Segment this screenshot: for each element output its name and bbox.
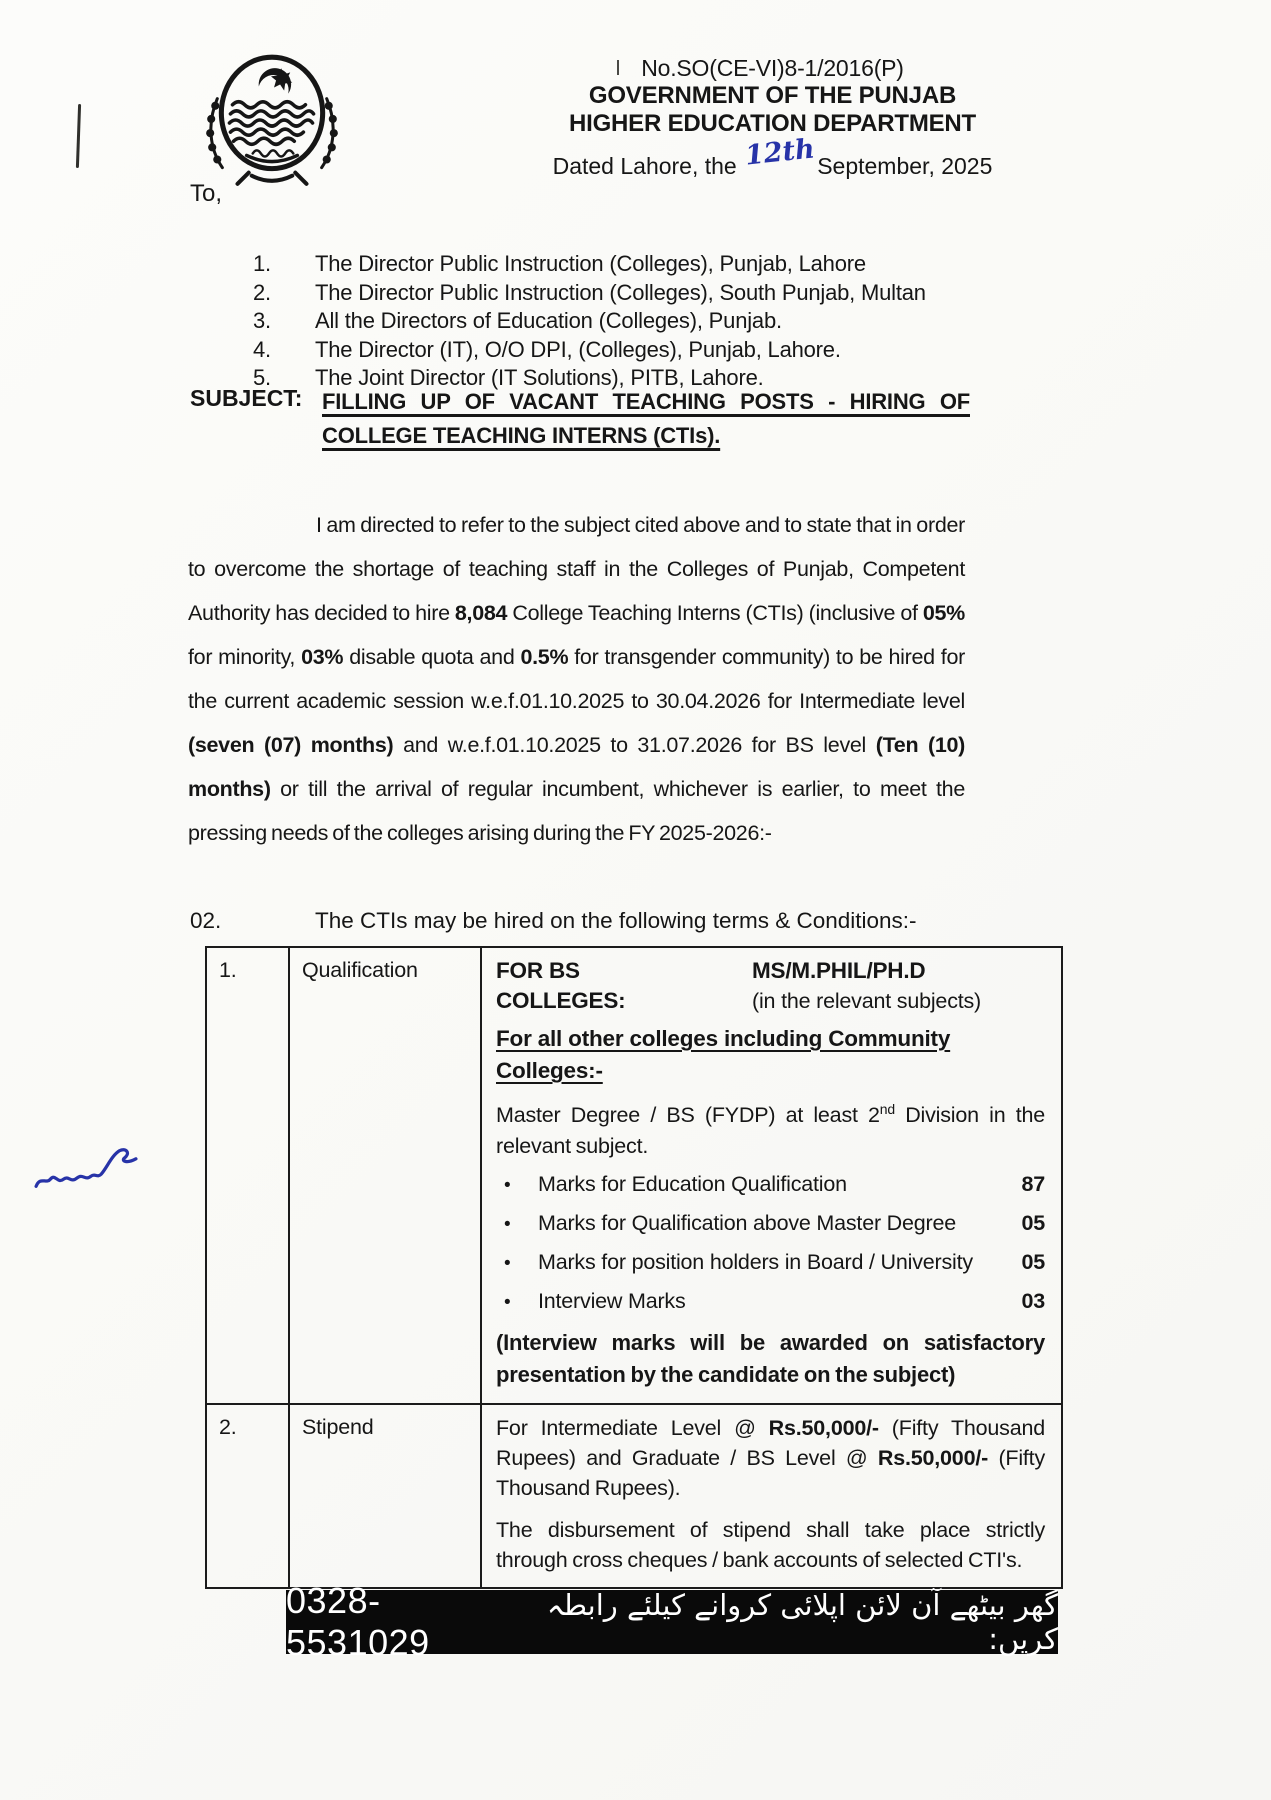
stipend-text: (Fifty Thousand Rupees) and Graduate / BS Level @ [496, 1416, 1045, 1471]
stipend-text: For Intermediate Level @ [496, 1416, 769, 1441]
pen-stroke-mark [76, 104, 81, 168]
bullet-icon: • [504, 1214, 511, 1236]
terms-intro [190, 908, 980, 934]
recipient-item [253, 336, 926, 365]
body-text: or till the arrival of regular incumbent, whichever is earlier, to meet the pressing needs of the colleges arising during the FY 2025-2026:- [188, 777, 965, 845]
subject-label: SUBJECT: [190, 385, 303, 411]
intermediate-duration: (seven (07) months) [188, 733, 394, 757]
intermediate-stipend-amount: Rs.50,000/- [768, 1416, 879, 1441]
recipient-number: 3. [253, 308, 271, 333]
bs-stipend-amount: Rs.50,000/- [877, 1446, 989, 1471]
marks-list [496, 1169, 1045, 1318]
bs-colleges-value [752, 956, 981, 1016]
bullet-icon: • [504, 1253, 511, 1275]
punjab-government-emblem [196, 48, 348, 194]
paragraph-number: 02. [190, 908, 222, 933]
other-colleges-heading: For all other colleges including Community Colleges:- [496, 1026, 951, 1083]
subject-block [190, 385, 980, 453]
body-text: disable quota and [343, 645, 521, 669]
urdu-contact-text: گھر بیٹھے آن لائن اپلائی کروانے کیلئے رابطہ کریں: [546, 1588, 1058, 1656]
marks-item [496, 1169, 1045, 1201]
bs-qualification: MS/M.PHIL/PH.D [752, 958, 926, 983]
bs-qualification-note: (in the relevant subjects) [752, 989, 982, 1013]
marks-label: Marks for Qualification above Master Degree [538, 1211, 956, 1236]
handwritten-date: 12th [743, 133, 817, 172]
bullet-icon: • [504, 1292, 511, 1314]
row-number-cell: 2. [206, 1404, 289, 1588]
marks-value: 05 [1021, 1250, 1045, 1275]
bs-colleges-line [496, 956, 1045, 1016]
recipient-text: The Director Public Instruction (Colleges), Punjab, Lahore [315, 251, 866, 276]
stipend-text: (Fifty Thousand Rupees). [496, 1446, 1046, 1501]
recipient-number: 2. [253, 279, 271, 305]
marks-label: Marks for position holders in Board / University [538, 1250, 973, 1275]
qualification-content-cell [481, 947, 1062, 1404]
marks-value: 03 [1021, 1289, 1045, 1314]
recipient-text: The Director Public Instruction (Colleges), South Punjab, Multan [315, 279, 926, 305]
phone-number: 0328-5531029 [286, 1580, 430, 1663]
minority-quota: 05% [922, 601, 965, 625]
master-degree-requirement [496, 1094, 1045, 1162]
stipend-amount-paragraph [496, 1413, 1045, 1503]
handwritten-signature-mark [30, 1133, 142, 1205]
disable-quota: 03% [301, 645, 344, 669]
marks-item [496, 1286, 1045, 1318]
recipient-number: 1. [253, 251, 271, 276]
recipient-number: 5. [253, 365, 271, 390]
interview-marks-note: (Interview marks will be awarded on satisfactory presentation by the candidate on the subject) [496, 1330, 1045, 1388]
row-label-cell: Stipend [289, 1404, 481, 1588]
government-title: GOVERNMENT OF THE PUNJAB [588, 82, 957, 109]
qualification-row [206, 947, 1062, 1404]
cti-count: 8,084 [454, 601, 508, 625]
date-line [540, 133, 1005, 181]
body-text: for transgender community) to be hired for the current academic session w.e.f.01.10.2025 to 30.04.2026 for Intermediate level [188, 645, 965, 713]
salutation: To, [190, 180, 223, 207]
letter-header [540, 55, 1005, 181]
recipient-text: The Joint Director (IT Solutions), PITB, Lahore. [315, 365, 764, 390]
reference-number: No.SO(CE-VI)8-1/2016(P) [641, 55, 904, 81]
department-title: HIGHER EDUCATION DEPARTMENT [568, 110, 977, 137]
body-text: College Teaching Interns (CTIs) (inclusive of [507, 601, 923, 625]
body-text: for minority, [188, 645, 302, 669]
row-label-cell: Qualification [289, 947, 481, 1404]
date-suffix: September, 2025 [817, 153, 993, 179]
terms-conditions-table [205, 946, 1063, 1589]
recipient-text: The Director (IT), O/O DPI, (Colleges), Punjab, Lahore. [315, 336, 841, 362]
marks-value: 87 [1021, 1172, 1045, 1197]
recipient-item [253, 307, 926, 336]
marks-label: Marks for Education Qualification [538, 1172, 847, 1197]
requirement-text: Master Degree / BS (FYDP) at least 2 [496, 1103, 880, 1128]
subject-text: FILLING UP OF VACANT TEACHING POSTS - HIRING OF COLLEGE TEACHING INTERNS (CTIs). [322, 389, 970, 448]
ordinal-suffix: nd [879, 1101, 895, 1117]
transgender-quota: 0.5% [520, 645, 569, 669]
disbursement-paragraph: The disbursement of stipend shall take place strictly through cross cheques / bank accounts of selected CTI's. [496, 1518, 1045, 1573]
recipient-text: All the Directors of Education (Colleges), Punjab. [315, 308, 782, 333]
marks-item [496, 1208, 1045, 1240]
body-text: and w.e.f.01.10.2025 to 31.07.2026 for BS level [393, 733, 876, 757]
bullet-icon: • [504, 1175, 511, 1197]
requirement-text: Division in the relevant subject. [496, 1103, 1046, 1159]
row-number-cell: 1. [206, 947, 289, 1404]
marks-item [496, 1247, 1045, 1279]
marks-value: 05 [1021, 1211, 1045, 1236]
body-paragraph [188, 503, 965, 855]
contact-banner [286, 1580, 1058, 1663]
bs-duration: (Ten (10) months) [188, 733, 965, 801]
body-text: I am directed to refer to the subject cited above and to state that in order to overcome the shortage of teaching staff in the Colleges of Punjab, Competent Authority has decided to hire [188, 513, 965, 625]
date-prefix: Dated Lahore, the [552, 153, 737, 179]
bs-colleges-label: FOR BS COLLEGES: [496, 958, 626, 1013]
recipient-item [253, 279, 926, 308]
recipient-list [253, 250, 926, 393]
recipient-number: 4. [253, 336, 271, 362]
marks-label: Interview Marks [538, 1289, 686, 1314]
stipend-content-cell [481, 1404, 1062, 1588]
stipend-row [206, 1404, 1062, 1588]
terms-intro-text: The CTIs may be hired on the following terms & Conditions:- [315, 908, 917, 933]
recipient-item [253, 250, 926, 279]
